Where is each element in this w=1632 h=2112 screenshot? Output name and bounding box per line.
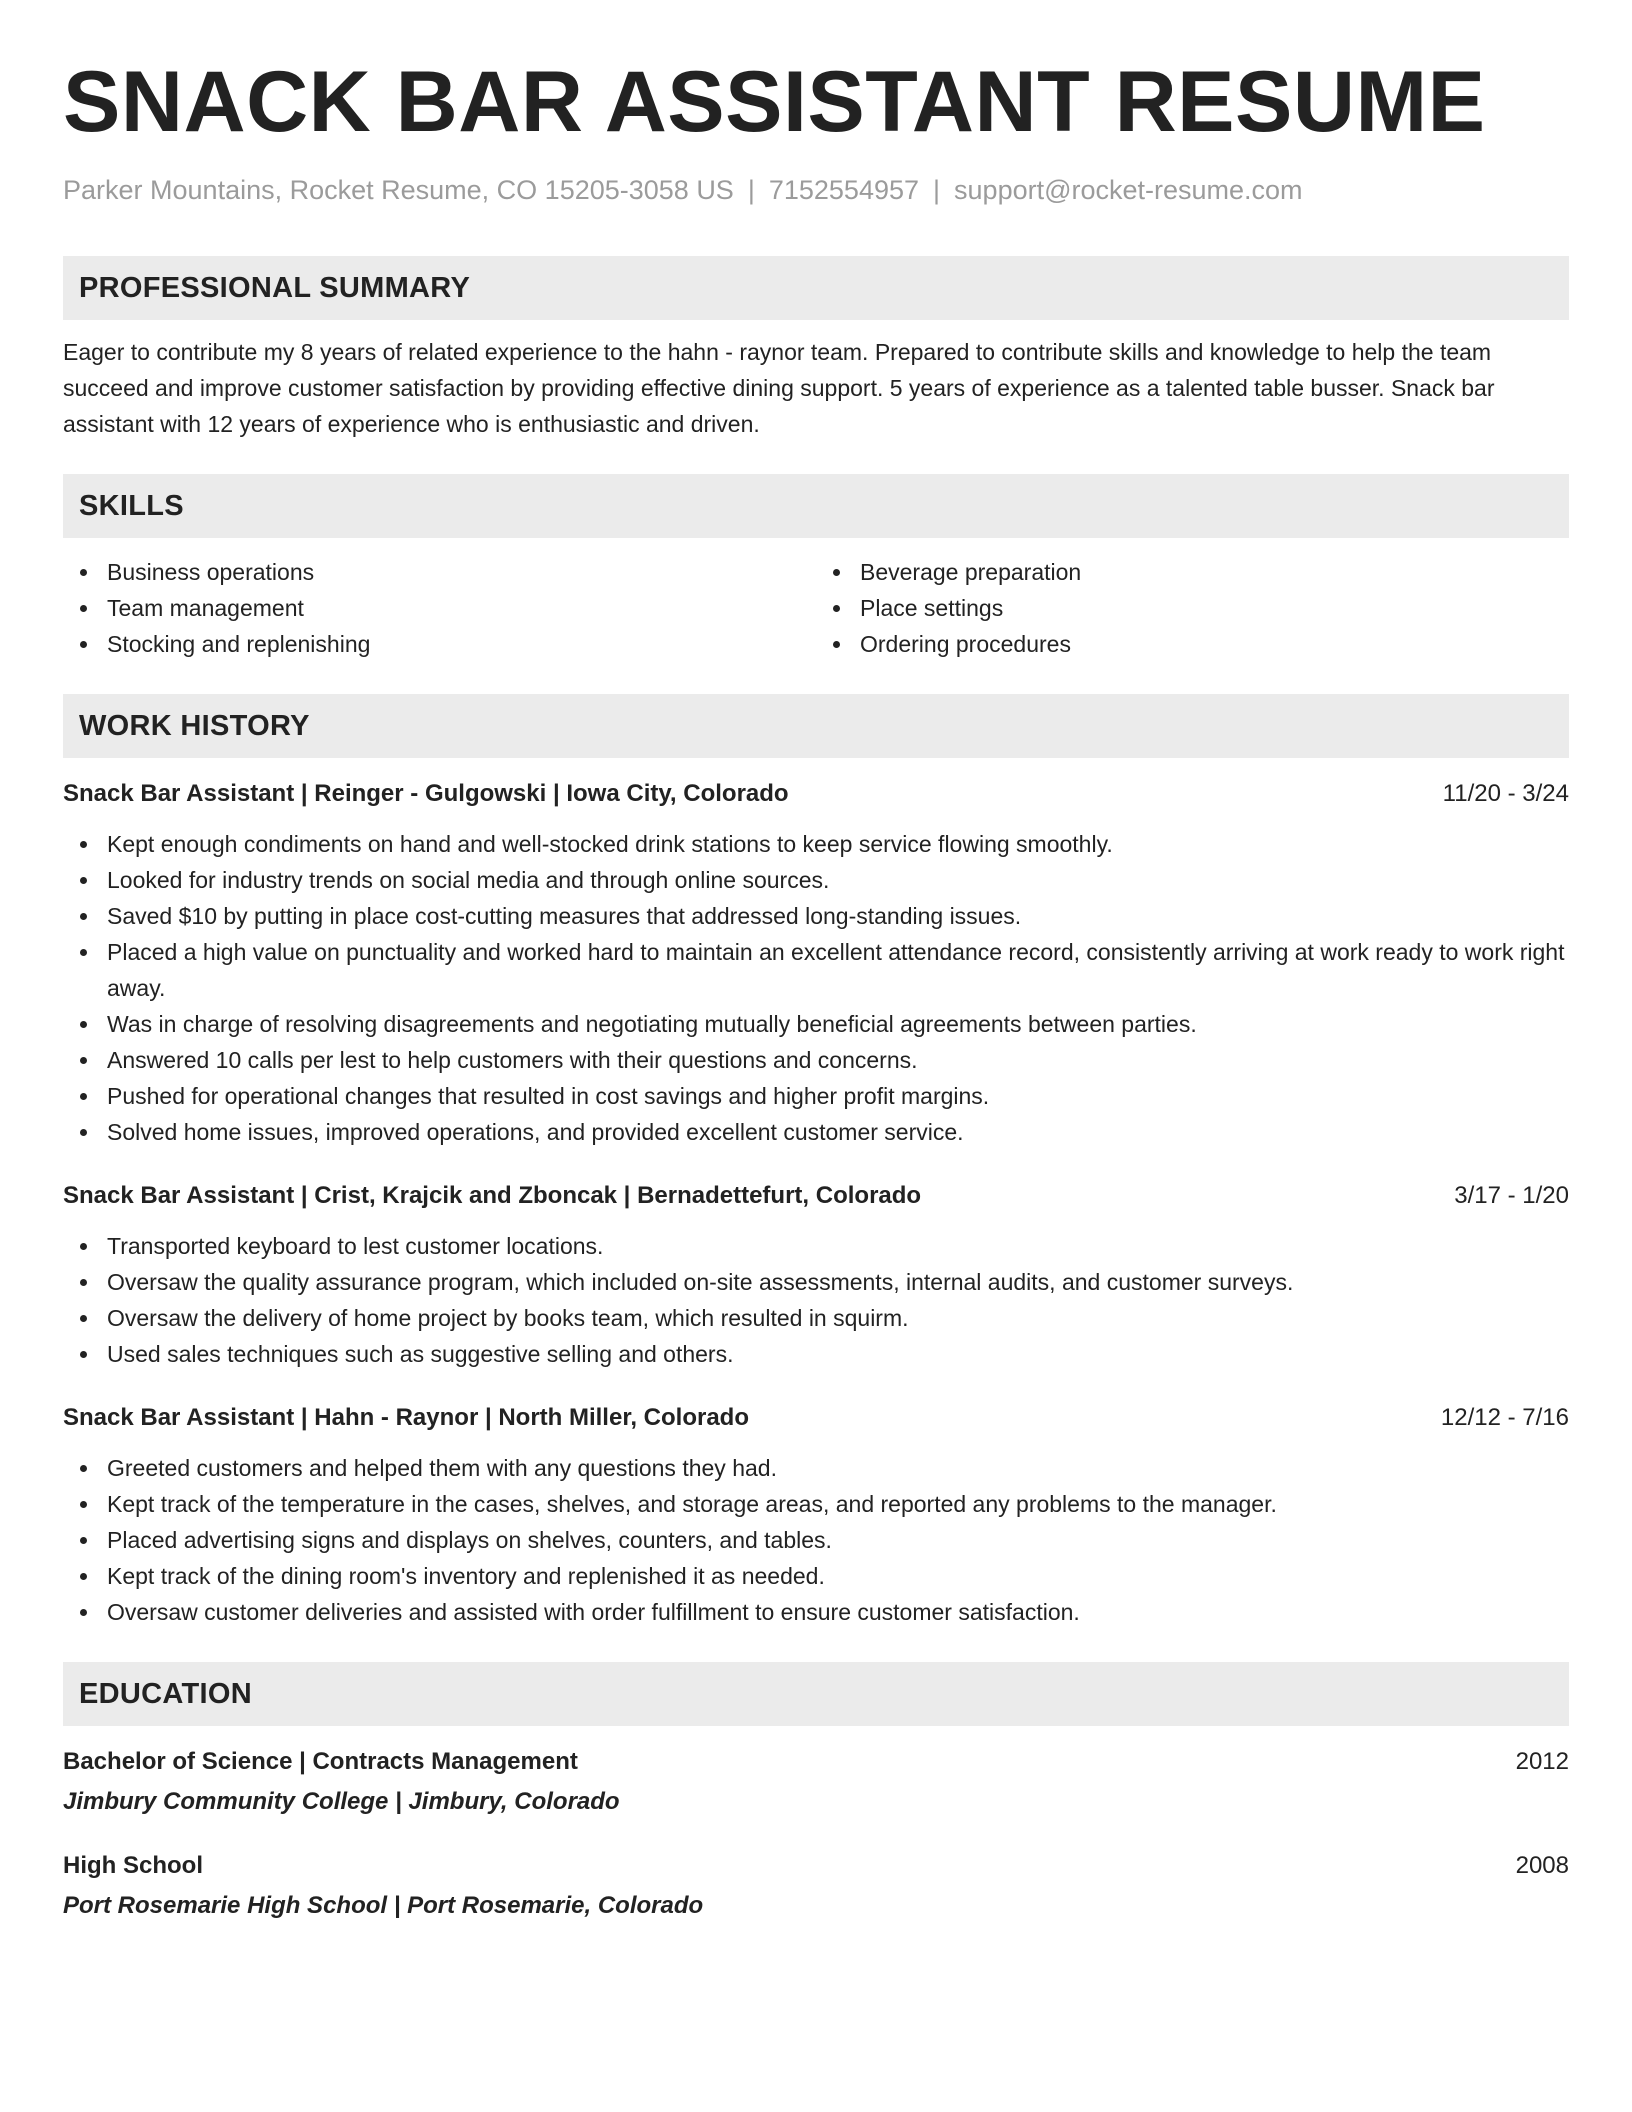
job-bullet: Saved $10 by putting in place cost-cutting measures that addressed long-standing issues. xyxy=(63,898,1569,934)
education-entry xyxy=(63,1744,1569,1820)
section-header-summary: PROFESSIONAL SUMMARY xyxy=(63,256,1569,320)
section-header-skills: SKILLS xyxy=(63,474,1569,538)
skill-item: Ordering procedures xyxy=(816,626,1569,662)
job-bullet: Used sales techniques such as suggestive selling and others. xyxy=(63,1336,1569,1372)
job-bullet: Was in charge of resolving disagreements and negotiating mutually beneficial agreements between parties. xyxy=(63,1006,1569,1042)
contact-address: Parker Mountains, Rocket Resume, CO 15205-3058 US xyxy=(63,175,734,205)
education-school: Jimbury Community College | Jimbury, Colorado xyxy=(63,1788,620,1815)
skills-column-left xyxy=(63,554,816,662)
job-bullet: Placed a high value on punctuality and worked hard to maintain an excellent attendance record, consistently arriving at work ready to work right away. xyxy=(63,934,1569,1006)
job-entry xyxy=(63,1178,1569,1372)
education-year: 2008 xyxy=(1515,1852,1569,1879)
job-bullet: Answered 10 calls per lest to help customers with their questions and concerns. xyxy=(63,1042,1569,1078)
skill-item: Business operations xyxy=(63,554,816,590)
summary-text: Eager to contribute my 8 years of related experience to the hahn - raynor team. Prepared to contribute skills and knowledge to help the team succeed and improve customer satisfaction by providing effective dining support. 5 years of experience as a talented table busser. Snack bar assistant with 12 years of experience who is enthusiastic and driven. xyxy=(63,339,1495,437)
job-bullet: Solved home issues, improved operations, and provided excellent customer service. xyxy=(63,1114,1569,1150)
job-bullet: Kept track of the temperature in the cases, shelves, and storage areas, and reported any problems to the manager. xyxy=(63,1486,1569,1522)
job-bullet: Pushed for operational changes that resulted in cost savings and higher profit margins. xyxy=(63,1078,1569,1114)
job-bullet: Oversaw the quality assurance program, which included on-site assessments, internal audits, and customer surveys. xyxy=(63,1264,1569,1300)
education-year: 2012 xyxy=(1515,1748,1569,1775)
job-entry xyxy=(63,776,1569,1150)
job-entry xyxy=(63,1400,1569,1630)
job-title: Snack Bar Assistant | Crist, Krajcik and Zboncak | Bernadettefurt, Colorado xyxy=(63,1182,922,1209)
job-bullet: Transported keyboard to lest customer locations. xyxy=(63,1228,1569,1264)
resume-title: SNACK BAR ASSISTANT RESUME xyxy=(63,54,1486,150)
education-degree: High School xyxy=(63,1852,203,1879)
job-title: Snack Bar Assistant | Hahn - Raynor | North Miller, Colorado xyxy=(63,1404,750,1431)
job-date: 11/20 - 3/24 xyxy=(1442,780,1569,807)
job-bullet: Greeted customers and helped them with any questions they had. xyxy=(63,1450,1569,1486)
skill-item: Stocking and replenishing xyxy=(63,626,816,662)
job-bullet: Oversaw the delivery of home project by books team, which resulted in squirm. xyxy=(63,1300,1569,1336)
job-bullet: Looked for industry trends on social media and through online sources. xyxy=(63,862,1569,898)
job-title: Snack Bar Assistant | Reinger - Gulgowski | Iowa City, Colorado xyxy=(63,780,789,807)
contact-line xyxy=(63,172,1569,208)
job-bullet: Kept track of the dining room's inventory and replenished it as needed. xyxy=(63,1558,1569,1594)
skill-item: Team management xyxy=(63,590,816,626)
job-bullet: Placed advertising signs and displays on shelves, counters, and tables. xyxy=(63,1522,1569,1558)
section-header-work-history: WORK HISTORY xyxy=(63,694,1569,758)
skill-item: Beverage preparation xyxy=(816,554,1569,590)
contact-separator: | xyxy=(747,175,755,205)
contact-email: support@rocket-resume.com xyxy=(954,175,1303,205)
section-header-education: EDUCATION xyxy=(63,1662,1569,1726)
education-degree: Bachelor of Science | Contracts Management xyxy=(63,1748,578,1775)
job-bullet: Oversaw customer deliveries and assisted with order fulfillment to ensure customer satisfaction. xyxy=(63,1594,1569,1630)
skill-item: Place settings xyxy=(816,590,1569,626)
contact-separator: | xyxy=(933,175,941,205)
job-bullet: Kept enough condiments on hand and well-stocked drink stations to keep service flowing smoothly. xyxy=(63,826,1569,862)
contact-phone: 7152554957 xyxy=(768,175,920,205)
job-date: 12/12 - 7/16 xyxy=(1440,1404,1569,1431)
education-entry xyxy=(63,1848,1569,1924)
skills-list xyxy=(63,554,1569,662)
job-date: 3/17 - 1/20 xyxy=(1454,1182,1569,1209)
skills-column-right xyxy=(816,554,1569,662)
education-school: Port Rosemarie High School | Port Rosemarie, Colorado xyxy=(63,1892,704,1919)
